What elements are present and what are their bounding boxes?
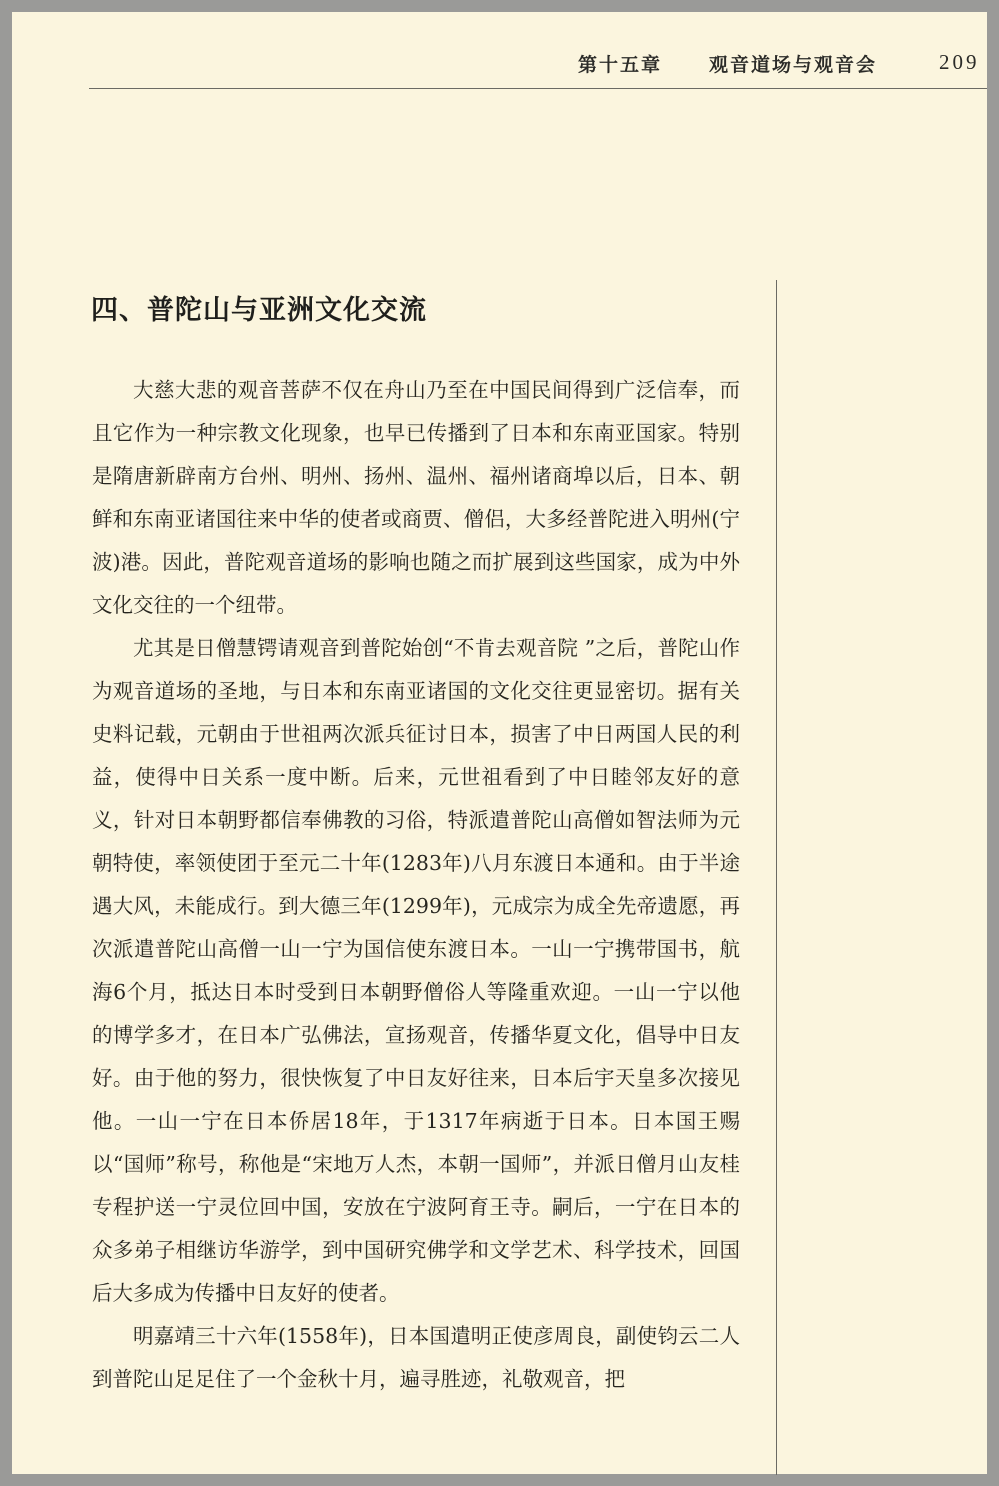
section-heading: 四、普陀山与亚洲文化交流: [91, 295, 427, 326]
running-header: [12, 50, 980, 80]
header-divider: [89, 88, 987, 89]
header-title: 观音道场与观音会: [709, 54, 878, 76]
paragraph-1: 大慈大悲的观音菩萨不仅在舟山乃至在中国民间得到广泛信奉，而且它作为一种宗教文化现象，也早已传播到了日本和东南亚国家。特别是隋唐新辟南方台州、明州、扬州、温州、福州诸商埠以后，日本、朝鲜和东南亚诸国往来中华的使者或商贾、僧侣，大多经普陀进入明州(宁波)港。因此，普陀观音道场的影响也随之而扩展到这些国家，成为中外文化交往的一个纽带。: [92, 378, 740, 617]
paragraph-3: 明嘉靖三十六年(1558年)，日本国遣明正使彦周良，副使钧云二人到普陀山足足住了一个金秋十月，遍寻胜迹，礼敬观音，把: [92, 1324, 740, 1391]
page-number: 209: [939, 50, 980, 74]
header-chapter: 第十五章: [578, 54, 663, 76]
margin-rule: [776, 280, 777, 1475]
paragraph-2: 尤其是日僧慧锷请观音到普陀始创“不肯去观音院 ”之后，普陀山作为观音道场的圣地，与日本和东南亚诸国的文化交往更显密切。据有关史料记载，元朝由于世祖两次派兵征讨日本，损害了中日两国人民的利益，使得中日关系一度中断。后来，元世祖看到了中日睦邻友好的意义，针对日本朝野都信奉佛教的习俗，特派遣普陀山高僧如智法师为元朝特使，率领使团于至元二十年(1283年)八月东渡日本通和。由于半途遇大风，未能成行。到大德三年(1299年)，元成宗为成全先帝遗愿，再次派遣普陀山高僧一山一宁为国信使东渡日本。一山一宁携带国书，航海6个月，抵达日本时受到日本朝野僧俗人等隆重欢迎。一山一宁以他的博学多才，在日本广弘佛法，宣扬观音，传播华夏文化，倡导中日友好。由于他的努力，很快恢复了中日友好往来，日本后宇天皇多次接见他。一山一宁在日本侨居18年，于1317年病逝于日本。日本国王赐以“国师”称号，称他是“宋地万人杰，本朝一国师”，并派日僧月山友桂专程护送一宁灵位回中国，安放在宁波阿育王寺。嗣后，一宁在日本的众多弟子相继访华游学，到中国研究佛学和文学艺术、科学技术，回国后大多成为传播中日友好的使者。: [92, 636, 740, 1305]
body-text: [92, 369, 740, 1401]
